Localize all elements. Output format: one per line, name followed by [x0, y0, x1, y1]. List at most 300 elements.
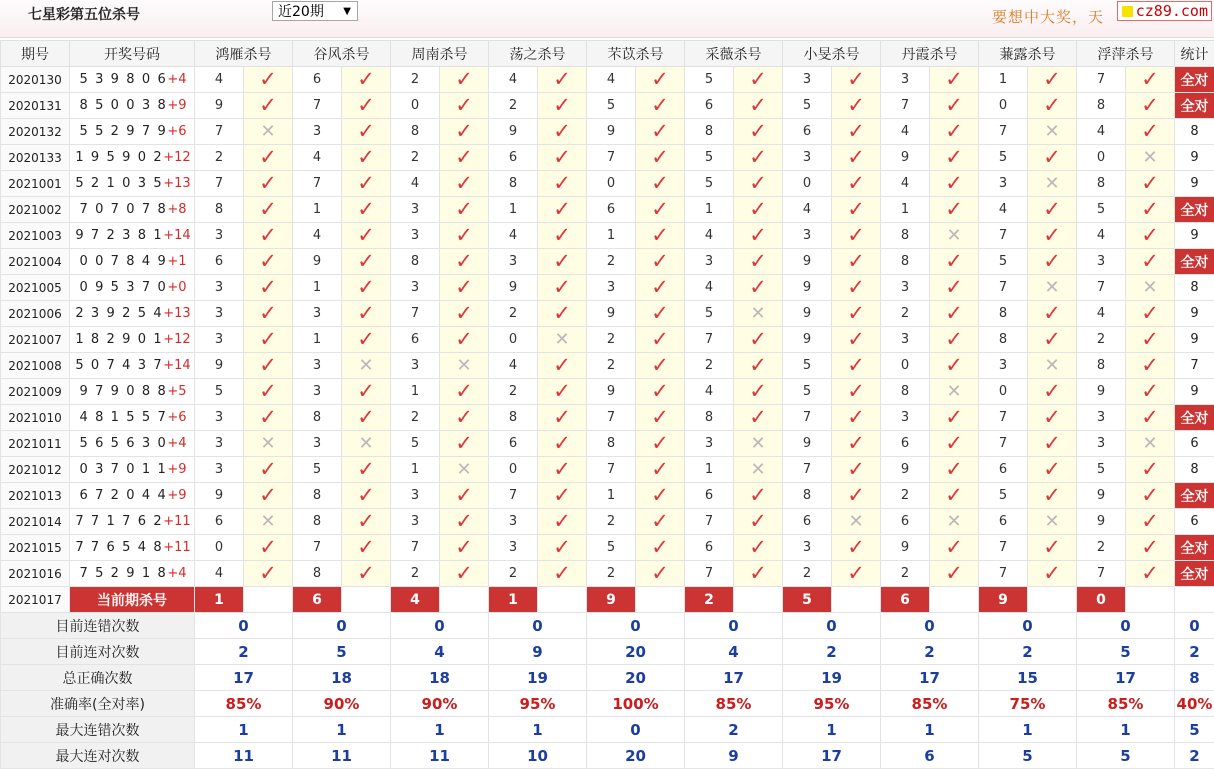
check-icon: ✓ — [1141, 405, 1159, 429]
summary-row — [1, 691, 1214, 717]
summary-value: 2 — [783, 639, 881, 665]
kill-number-cell: 4 — [685, 379, 734, 405]
all-correct-badge: 全对 — [1175, 483, 1214, 509]
kill-number-cell: 8 — [979, 327, 1028, 353]
empty-cell — [1175, 587, 1214, 613]
summary-value: 0 — [783, 613, 881, 639]
kill-number-cell: 7 — [783, 405, 832, 431]
kill-number-cell: 7 — [391, 301, 440, 327]
check-icon: ✓ — [847, 275, 865, 299]
result-correct-cell — [244, 457, 293, 483]
kill-number-cell: 8 — [293, 561, 342, 587]
kill-number-cell: 6 — [685, 535, 734, 561]
summary-value: 1 — [881, 717, 979, 743]
kill-number-table — [0, 40, 1214, 769]
result-correct-cell — [440, 483, 489, 509]
table-row — [1, 119, 1214, 145]
check-icon: ✓ — [553, 431, 571, 455]
all-correct-badge: 全对 — [1175, 535, 1214, 561]
check-icon: ✓ — [553, 223, 571, 247]
draw-sum: +4 — [167, 72, 187, 87]
result-correct-cell — [538, 379, 587, 405]
result-correct-cell — [832, 67, 881, 93]
kill-number-cell: 9 — [489, 119, 538, 145]
result-correct-cell — [244, 171, 293, 197]
check-icon: ✓ — [1043, 197, 1061, 221]
result-correct-cell — [832, 249, 881, 275]
draw-sum: +4 — [167, 436, 187, 451]
result-correct-cell — [832, 535, 881, 561]
result-correct-cell — [1126, 223, 1175, 249]
result-wrong-cell — [342, 353, 391, 379]
kill-number-cell: 7 — [979, 119, 1028, 145]
result-correct-cell — [538, 353, 587, 379]
check-icon: ✓ — [357, 457, 375, 481]
result-correct-cell — [1028, 249, 1077, 275]
check-icon: ✓ — [357, 379, 375, 403]
site-logo[interactable] — [1117, 1, 1212, 21]
kill-number-cell: 8 — [881, 223, 930, 249]
summary-value: 5 — [293, 639, 391, 665]
kill-number-cell: 0 — [489, 327, 538, 353]
kill-number-cell: 5 — [685, 301, 734, 327]
check-icon: ✓ — [945, 405, 963, 429]
table-row — [1, 483, 1214, 509]
summary-value: 5 — [1077, 639, 1175, 665]
check-icon: ✓ — [259, 327, 277, 351]
summary-value: 1 — [293, 717, 391, 743]
all-correct-badge: 全对 — [1175, 561, 1214, 587]
check-icon: ✓ — [651, 223, 669, 247]
kill-number-cell: 4 — [489, 223, 538, 249]
summary-value: 17 — [1077, 665, 1175, 691]
draw-digits: 5 5 2 9 7 9 — [79, 124, 168, 139]
kill-number-cell: 7 — [1077, 561, 1126, 587]
result-correct-cell — [734, 483, 783, 509]
correct-count-cell: 9 — [1175, 327, 1214, 353]
kill-number-cell: 9 — [587, 119, 636, 145]
check-icon: ✓ — [455, 119, 473, 143]
check-icon: ✓ — [847, 145, 865, 169]
check-icon: ✓ — [553, 171, 571, 195]
check-icon: ✓ — [945, 249, 963, 273]
kill-number-cell: 3 — [881, 327, 930, 353]
cross-icon: ✕ — [848, 510, 864, 532]
check-icon: ✓ — [749, 223, 767, 247]
result-correct-cell — [440, 405, 489, 431]
result-correct-cell — [440, 145, 489, 171]
kill-number-cell: 4 — [293, 145, 342, 171]
cross-icon: ✕ — [750, 302, 766, 324]
summary-label: 最大连错次数 — [1, 717, 195, 743]
check-icon: ✓ — [553, 249, 571, 273]
draw-numbers-cell — [70, 405, 195, 431]
result-correct-cell — [538, 561, 587, 587]
result-correct-cell — [538, 431, 587, 457]
result-correct-cell — [440, 561, 489, 587]
correct-count-cell: 7 — [1175, 353, 1214, 379]
result-correct-cell — [244, 483, 293, 509]
cross-icon: ✕ — [260, 432, 276, 454]
period-cell: 2021012 — [1, 457, 70, 483]
check-icon: ✓ — [259, 301, 277, 325]
check-icon: ✓ — [847, 327, 865, 351]
summary-value: 2 — [195, 639, 293, 665]
check-icon: ✓ — [847, 379, 865, 403]
result-correct-cell — [832, 171, 881, 197]
draw-numbers-cell — [70, 171, 195, 197]
result-correct-cell — [244, 93, 293, 119]
result-wrong-cell — [1028, 509, 1077, 535]
kill-number-cell: 4 — [489, 353, 538, 379]
kill-number-cell: 5 — [685, 171, 734, 197]
period-cell: 2021006 — [1, 301, 70, 327]
result-correct-cell — [1126, 509, 1175, 535]
kill-number-cell: 9 — [293, 249, 342, 275]
result-correct-cell — [1028, 535, 1077, 561]
check-icon: ✓ — [357, 535, 375, 559]
check-icon: ✓ — [1043, 67, 1061, 91]
kill-number-cell: 2 — [881, 301, 930, 327]
check-icon: ✓ — [553, 197, 571, 221]
draw-numbers-cell — [70, 197, 195, 223]
check-icon: ✓ — [1141, 171, 1159, 195]
draw-sum: +14 — [163, 228, 191, 243]
summary-value: 19 — [783, 665, 881, 691]
draw-numbers-cell — [70, 509, 195, 535]
result-wrong-cell — [930, 379, 979, 405]
kill-number-cell: 7 — [979, 535, 1028, 561]
result-correct-cell — [244, 67, 293, 93]
kill-number-cell: 3 — [293, 301, 342, 327]
kill-number-cell: 3 — [1077, 405, 1126, 431]
check-icon: ✓ — [847, 171, 865, 195]
kill-number-cell: 3 — [391, 197, 440, 223]
kill-number-cell: 9 — [587, 301, 636, 327]
kill-number-cell: 1 — [293, 327, 342, 353]
table-header-row — [1, 41, 1214, 67]
check-icon: ✓ — [1043, 561, 1061, 585]
check-icon: ✓ — [945, 301, 963, 325]
check-icon: ✓ — [1043, 223, 1061, 247]
check-icon: ✓ — [651, 301, 669, 325]
result-correct-cell — [342, 457, 391, 483]
summary-value: 0 — [587, 717, 685, 743]
result-correct-cell — [734, 93, 783, 119]
summary-label: 目前连错次数 — [1, 613, 195, 639]
result-correct-cell — [1126, 457, 1175, 483]
current-period-cell: 2021017 — [1, 587, 70, 613]
result-correct-cell — [734, 67, 783, 93]
check-icon: ✓ — [553, 353, 571, 377]
check-icon: ✓ — [651, 379, 669, 403]
result-correct-cell — [440, 119, 489, 145]
period-cell: 2021013 — [1, 483, 70, 509]
result-correct-cell — [244, 197, 293, 223]
result-wrong-cell — [832, 509, 881, 535]
kill-number-cell: 9 — [783, 275, 832, 301]
summary-value: 5 — [979, 743, 1077, 769]
result-correct-cell — [1126, 197, 1175, 223]
draw-numbers-cell — [70, 67, 195, 93]
result-correct-cell — [734, 405, 783, 431]
check-icon: ✓ — [357, 171, 375, 195]
result-correct-cell — [1028, 561, 1077, 587]
kill-number-cell: 5 — [391, 431, 440, 457]
kill-number-cell: 1 — [979, 67, 1028, 93]
kill-number-cell: 3 — [1077, 431, 1126, 457]
kill-number-cell: 2 — [489, 561, 538, 587]
kill-number-cell: 3 — [195, 431, 244, 457]
summary-value: 18 — [293, 665, 391, 691]
check-icon: ✓ — [749, 483, 767, 507]
kill-number-cell: 6 — [587, 197, 636, 223]
period-cell: 2020132 — [1, 119, 70, 145]
summary-value: 75% — [979, 691, 1077, 717]
kill-number-cell: 4 — [1077, 301, 1126, 327]
result-correct-cell — [440, 67, 489, 93]
result-correct-cell — [636, 327, 685, 353]
check-icon: ✓ — [749, 67, 767, 91]
kill-number-cell: 5 — [1077, 457, 1126, 483]
kill-number-cell: 1 — [587, 483, 636, 509]
result-correct-cell — [930, 171, 979, 197]
result-correct-cell — [342, 379, 391, 405]
result-correct-cell — [832, 353, 881, 379]
header-cell: 鸿雁杀号 — [195, 41, 293, 67]
summary-value: 0 — [1077, 613, 1175, 639]
result-correct-cell — [734, 327, 783, 353]
draw-digits: 1 9 5 9 0 2 — [75, 150, 164, 165]
current-kill-number: 9 — [587, 587, 636, 613]
summary-value: 0 — [881, 613, 979, 639]
draw-digits: 0 3 7 0 1 1 — [79, 462, 168, 477]
current-kill-number: 5 — [783, 587, 832, 613]
kill-number-cell: 1 — [293, 197, 342, 223]
result-correct-cell — [440, 431, 489, 457]
kill-number-cell: 8 — [489, 405, 538, 431]
kill-number-cell: 6 — [489, 431, 538, 457]
result-correct-cell — [342, 197, 391, 223]
check-icon: ✓ — [357, 93, 375, 117]
result-correct-cell — [1126, 535, 1175, 561]
kill-number-cell: 9 — [881, 535, 930, 561]
cross-icon: ✕ — [946, 224, 962, 246]
header-cell: 谷风杀号 — [293, 41, 391, 67]
check-icon: ✓ — [553, 405, 571, 429]
result-correct-cell — [538, 249, 587, 275]
kill-number-cell: 4 — [685, 223, 734, 249]
summary-value: 6 — [881, 743, 979, 769]
check-icon: ✓ — [259, 275, 277, 299]
result-correct-cell — [1028, 379, 1077, 405]
kill-number-cell: 6 — [195, 509, 244, 535]
draw-sum: +13 — [163, 306, 191, 321]
result-correct-cell — [342, 223, 391, 249]
result-wrong-cell — [440, 353, 489, 379]
header-cell: 蒹露杀号 — [979, 41, 1077, 67]
result-correct-cell — [734, 249, 783, 275]
kill-number-cell: 2 — [881, 483, 930, 509]
result-correct-cell — [930, 561, 979, 587]
check-icon: ✓ — [455, 249, 473, 273]
kill-number-cell: 3 — [391, 275, 440, 301]
kill-number-cell: 3 — [293, 431, 342, 457]
result-correct-cell — [538, 509, 587, 535]
check-icon: ✓ — [1043, 483, 1061, 507]
result-wrong-cell — [1028, 119, 1077, 145]
check-icon: ✓ — [455, 431, 473, 455]
kill-number-cell: 2 — [587, 249, 636, 275]
result-correct-cell — [440, 509, 489, 535]
all-correct-badge: 全对 — [1175, 67, 1214, 93]
result-correct-cell — [1126, 67, 1175, 93]
kill-number-cell: 4 — [391, 171, 440, 197]
kill-number-cell: 4 — [195, 561, 244, 587]
check-icon: ✓ — [553, 119, 571, 143]
result-correct-cell — [244, 249, 293, 275]
result-correct-cell — [538, 483, 587, 509]
result-wrong-cell — [244, 431, 293, 457]
summary-value: 90% — [293, 691, 391, 717]
summary-value: 2 — [979, 639, 1077, 665]
kill-number-cell: 5 — [783, 379, 832, 405]
kill-number-cell: 8 — [979, 301, 1028, 327]
empty-cell — [342, 587, 391, 613]
correct-count-cell: 9 — [1175, 171, 1214, 197]
kill-number-cell: 4 — [195, 67, 244, 93]
kill-number-cell: 3 — [391, 483, 440, 509]
result-correct-cell — [1126, 353, 1175, 379]
header-cell: 采薇杀号 — [685, 41, 783, 67]
draw-digits: 5 3 9 8 0 6 — [79, 72, 168, 87]
result-correct-cell — [1028, 327, 1077, 353]
table-row — [1, 327, 1214, 353]
result-correct-cell — [440, 327, 489, 353]
check-icon: ✓ — [259, 353, 277, 377]
page-title: 七星彩第五位杀号 — [28, 7, 140, 23]
result-correct-cell — [1028, 405, 1077, 431]
check-icon: ✓ — [651, 119, 669, 143]
check-icon: ✓ — [945, 171, 963, 195]
summary-value: 40% — [1175, 691, 1214, 717]
result-correct-cell — [538, 457, 587, 483]
result-wrong-cell — [244, 509, 293, 535]
cross-icon: ✕ — [1044, 172, 1060, 194]
check-icon: ✓ — [357, 275, 375, 299]
kill-number-cell: 7 — [685, 561, 734, 587]
result-correct-cell — [930, 431, 979, 457]
kill-number-cell: 0 — [979, 379, 1028, 405]
result-correct-cell — [1028, 197, 1077, 223]
check-icon: ✓ — [1043, 301, 1061, 325]
kill-number-cell: 4 — [783, 197, 832, 223]
check-icon: ✓ — [1141, 483, 1159, 507]
correct-count-cell: 8 — [1175, 119, 1214, 145]
check-icon: ✓ — [1141, 223, 1159, 247]
check-icon: ✓ — [749, 93, 767, 117]
period-range-select[interactable] — [272, 1, 358, 21]
empty-cell — [930, 587, 979, 613]
result-correct-cell — [636, 405, 685, 431]
check-icon: ✓ — [749, 509, 767, 533]
kill-number-cell: 2 — [489, 93, 538, 119]
table-row — [1, 145, 1214, 171]
result-correct-cell — [930, 275, 979, 301]
kill-number-cell: 4 — [979, 197, 1028, 223]
kill-number-cell: 7 — [195, 119, 244, 145]
result-correct-cell — [342, 327, 391, 353]
result-correct-cell — [832, 145, 881, 171]
check-icon: ✓ — [259, 249, 277, 273]
kill-number-cell: 3 — [979, 171, 1028, 197]
all-correct-badge: 全对 — [1175, 249, 1214, 275]
kill-number-cell: 3 — [195, 223, 244, 249]
check-icon: ✓ — [455, 67, 473, 91]
result-correct-cell — [636, 457, 685, 483]
empty-cell — [1028, 587, 1077, 613]
check-icon: ✓ — [1043, 535, 1061, 559]
check-icon: ✓ — [259, 67, 277, 91]
table-row — [1, 535, 1214, 561]
check-icon: ✓ — [749, 275, 767, 299]
check-icon: ✓ — [259, 561, 277, 585]
header-cell: 周南杀号 — [391, 41, 489, 67]
check-icon: ✓ — [847, 119, 865, 143]
check-icon: ✓ — [945, 275, 963, 299]
check-icon: ✓ — [259, 379, 277, 403]
result-correct-cell — [440, 249, 489, 275]
result-correct-cell — [832, 223, 881, 249]
check-icon: ✓ — [455, 197, 473, 221]
result-correct-cell — [440, 223, 489, 249]
result-correct-cell — [244, 327, 293, 353]
kill-number-cell: 3 — [685, 249, 734, 275]
kill-number-cell: 5 — [587, 535, 636, 561]
draw-digits: 4 8 1 5 5 7 — [79, 410, 168, 425]
check-icon: ✓ — [749, 171, 767, 195]
table-row — [1, 301, 1214, 327]
kill-number-cell: 0 — [391, 93, 440, 119]
kill-number-cell: 6 — [489, 145, 538, 171]
result-correct-cell — [636, 431, 685, 457]
kill-number-cell: 6 — [881, 431, 930, 457]
kill-number-cell: 9 — [489, 275, 538, 301]
draw-sum: +4 — [167, 566, 187, 581]
check-icon: ✓ — [945, 197, 963, 221]
empty-cell — [734, 587, 783, 613]
result-correct-cell — [1126, 483, 1175, 509]
check-icon: ✓ — [847, 301, 865, 325]
check-icon: ✓ — [651, 483, 669, 507]
empty-cell — [832, 587, 881, 613]
table-row — [1, 223, 1214, 249]
result-correct-cell — [538, 405, 587, 431]
draw-sum: +9 — [167, 488, 187, 503]
cross-icon: ✕ — [1142, 276, 1158, 298]
result-correct-cell — [636, 145, 685, 171]
result-wrong-cell — [930, 223, 979, 249]
kill-number-cell: 5 — [195, 379, 244, 405]
result-correct-cell — [636, 223, 685, 249]
kill-number-cell: 2 — [391, 67, 440, 93]
summary-value: 17 — [881, 665, 979, 691]
result-correct-cell — [342, 67, 391, 93]
check-icon: ✓ — [1043, 457, 1061, 481]
result-correct-cell — [1126, 379, 1175, 405]
result-correct-cell — [440, 535, 489, 561]
kill-number-cell: 9 — [195, 93, 244, 119]
